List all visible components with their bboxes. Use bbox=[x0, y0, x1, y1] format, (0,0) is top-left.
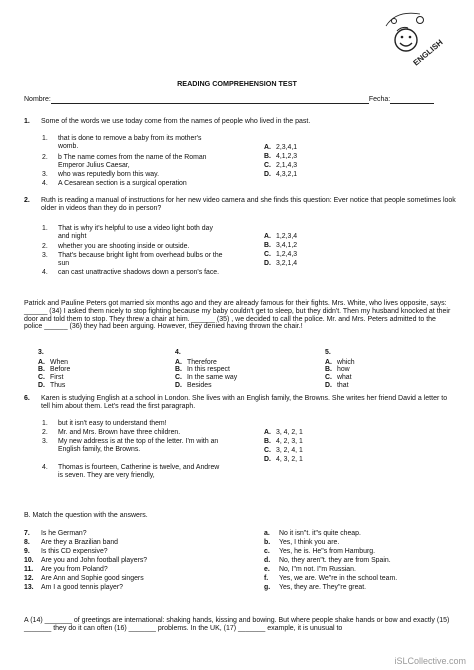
list-item: 1. but it isn't easy to understand them! bbox=[42, 420, 167, 427]
question-number: 2. bbox=[24, 197, 30, 204]
match-answer[interactable]: a. No it isn"t. it"s quite cheap. bbox=[264, 530, 361, 537]
match-answer[interactable]: f. Yes, we are. We"re in the school team. bbox=[264, 575, 398, 582]
list-item: 2. b The name comes from the name of the Roman Emperor Julius Caesar, bbox=[42, 154, 207, 169]
answer-option[interactable]: A. When bbox=[38, 358, 69, 366]
answer-option[interactable]: C. 3, 2, 4, 1 bbox=[264, 447, 303, 454]
english-logo bbox=[380, 4, 450, 72]
svg-text:ENGLISH: ENGLISH bbox=[411, 37, 445, 68]
match-question: 9. Is this CD expensive? bbox=[24, 548, 108, 555]
answer-option[interactable]: B. 4,1,2,3 bbox=[264, 153, 298, 160]
list-item: 4. A Cesarean section is a surgical operation bbox=[42, 180, 187, 187]
list-item: 4. Thomas is fourteen, Catherine is twelve, and Andrew is seven. They are very friendly, bbox=[42, 464, 220, 479]
date-label: Fecha: bbox=[368, 96, 391, 104]
answer-option[interactable]: A. 2,3,4,1 bbox=[264, 144, 298, 151]
name-date-row bbox=[24, 96, 454, 104]
answer-option[interactable]: A. Therefore bbox=[175, 358, 217, 366]
question-number: 4. bbox=[175, 349, 181, 356]
match-question: 8. Are they a Brazilian band bbox=[24, 539, 118, 546]
match-question: 7. Is he German? bbox=[24, 530, 87, 537]
answer-option[interactable]: C. 2,1,4,3 bbox=[264, 162, 298, 169]
question-text: Karen is studying English at a school in London. She lives with an English family, the Browns. She writes her friend David a letter to tell him about them. Let's read the first paragraph. bbox=[41, 395, 448, 410]
list-item: 1. That is why it's helpful to use a video light both day and night bbox=[42, 225, 213, 240]
match-question: 12. Are Ann and Sophie good singers bbox=[24, 575, 144, 582]
question-1 bbox=[24, 118, 456, 126]
name-field[interactable] bbox=[51, 96, 369, 104]
answer-option[interactable]: B. 4, 2, 3, 1 bbox=[264, 438, 303, 445]
cloze-question-5 bbox=[325, 349, 445, 390]
match-question: 11. Are you from Poland? bbox=[24, 566, 108, 573]
match-question: 13. Am I a good tennis player? bbox=[24, 584, 123, 591]
answer-option[interactable]: A. 3, 4, 2, 1 bbox=[264, 429, 303, 436]
question-2 bbox=[24, 197, 456, 213]
match-answer[interactable]: b. Yes, I think you are. bbox=[264, 539, 340, 546]
question-6 bbox=[24, 395, 456, 411]
match-answer[interactable]: e. No, I"m not. I"m Russian. bbox=[264, 566, 356, 573]
answer-option[interactable]: C. First bbox=[38, 374, 64, 382]
answer-option[interactable]: B. 3,4,1,2 bbox=[264, 242, 298, 249]
list-item: 4. can cast unattractive shadows down a person's face. bbox=[42, 269, 220, 276]
question-text: Some of the words we use today come from the names of people who lived in the past. bbox=[41, 118, 311, 125]
match-answer[interactable]: g. Yes, they are. They"re great. bbox=[264, 584, 367, 591]
answer-option[interactable]: D. Thus bbox=[38, 381, 66, 389]
answer-option[interactable]: D. 4,3,2,1 bbox=[264, 171, 298, 178]
answer-option[interactable]: D. Besides bbox=[175, 381, 212, 389]
question-number: 6. bbox=[24, 395, 30, 402]
answer-option[interactable]: B. how bbox=[325, 366, 350, 374]
list-item: 3. My new address is at the top of the letter. I'm with an English family, the Browns. bbox=[42, 438, 219, 453]
smiley-globe-icon bbox=[380, 4, 450, 72]
answer-option[interactable]: D. that bbox=[325, 381, 349, 389]
answer-option[interactable]: A. which bbox=[325, 358, 355, 366]
question-number: 3. bbox=[38, 349, 44, 356]
answer-option[interactable]: B. In this respect bbox=[175, 366, 230, 374]
question-text: Ruth is reading a manual of instructions for her new video camera and she finds this question: Ever notice that people sometimes look older in videos than they do in person? bbox=[41, 197, 456, 212]
date-field[interactable] bbox=[390, 96, 434, 104]
cloze-question-3 bbox=[38, 349, 158, 390]
answer-option[interactable]: D. 4, 3, 2, 1 bbox=[264, 456, 303, 463]
list-item: 3. That's because bright light from overhead bulbs or the sun bbox=[42, 252, 223, 267]
cloze-question-4 bbox=[175, 349, 305, 390]
match-answer[interactable]: c. Yes, he is. He"s from Hamburg. bbox=[264, 548, 376, 555]
watermark: iSLCollective.com bbox=[394, 655, 466, 666]
list-item: 1. that is done to remove a baby from its mother's womb. bbox=[42, 135, 202, 150]
match-question: 10. Are you and John football players? bbox=[24, 557, 148, 564]
answer-option[interactable]: C. what bbox=[325, 374, 352, 382]
answer-option[interactable]: D. 3,2,1,4 bbox=[264, 260, 298, 267]
list-item: 3. who was reputedly born this way. bbox=[42, 171, 159, 178]
page-title: READING COMPREHENSION TEST bbox=[177, 79, 297, 88]
list-item: 2. whether you are shooting inside or outside. bbox=[42, 243, 190, 250]
list-item: 2. Mr. and Mrs. Brown have three children. bbox=[42, 429, 181, 436]
answer-option[interactable]: B. Before bbox=[38, 366, 71, 374]
name-label: Nombre: bbox=[24, 96, 51, 104]
question-number: 1. bbox=[24, 118, 30, 125]
final-paragraph: A (14) _______ of greetings are international: shaking hands, kissing and bowing. But where people shake hands or bow and exactly (15) _______ they do it can often (16) _______ problems. In the UK, (17) _______ example, it is unusual to bbox=[24, 617, 450, 632]
section-b-heading: B. Match the question with the answers. bbox=[24, 512, 148, 519]
question-number: 5. bbox=[325, 349, 331, 356]
reading-passage: Patrick and Pauline Peters got married six months ago and they are already famous for their fights. Mrs. White, who lives opposite, says: ______ (34) I asked them nicely to stop fighting because my baby couldn't get to sleep, but they didn't. Then my husband knocked at their door and told them to stop. They threw a chair at him. ______ (35) , we decided to call the police. Mr. and Mrs. Peters admitted to the police ______ (36) they had been arguing. However, they denied having thrown the chair.! bbox=[24, 300, 451, 331]
match-answer[interactable]: d. No, they aren"t. they are from Spain. bbox=[264, 557, 391, 564]
answer-option[interactable]: C. 1,2,4,3 bbox=[264, 251, 298, 258]
answer-option[interactable]: A. 1,2,3,4 bbox=[264, 233, 298, 240]
answer-option[interactable]: C. In the same way bbox=[175, 374, 238, 382]
